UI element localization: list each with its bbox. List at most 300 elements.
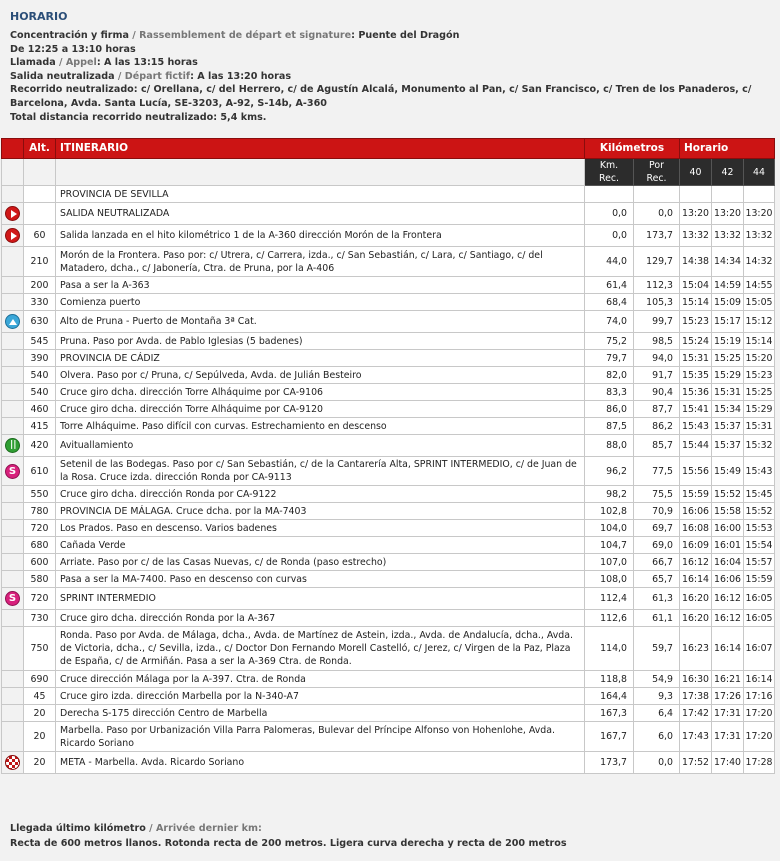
row-icon-cell [2,247,24,277]
time-44-cell: 15:53 [744,520,775,537]
time-44-cell: 15:52 [744,503,775,520]
altitude-cell: 720 [24,520,56,537]
km-traveled-cell [585,186,634,203]
row-icon-cell [2,225,24,247]
time-40-cell: 15:23 [680,311,712,333]
start-info-line [10,29,775,43]
itinerary-cell: Morón de la Frontera. Paso por: c/ Utrera, c/ Carrera, izda., c/ San Sebastián, c/ Lara, c/ Santiago, c/ del Matadero, dcha., c/ Jabonería, Ctra. de Pruna, por la A-406 [56,247,585,277]
table-row [2,588,775,610]
time-40-cell: 17:52 [680,752,712,774]
time-40-cell: 16:20 [680,610,712,627]
km-remaining-cell: 87,7 [634,401,680,418]
itinerary-cell: PROVINCIA DE MÁLAGA. Cruce dcha. por la MA-7403 [56,503,585,520]
time-42-cell: 15:37 [712,418,744,435]
time-42-cell: 15:29 [712,367,744,384]
altitude-cell: 460 [24,401,56,418]
row-icon-cell [2,705,24,722]
arrival-label: Llegada último kilómetro [10,823,146,834]
arrival-description: Recta de 600 metros llanos. Rotonda recta de 200 metros. Ligera curva derecha y recta de 200 metros [10,838,567,849]
altitude-cell: 415 [24,418,56,435]
table-row [2,671,775,688]
time-44-cell: 16:07 [744,627,775,671]
itinerary-cell: Ronda. Paso por Avda. de Málaga, dcha., Avda. de Martínez de Astein, izda., Avda. de Andalucía, dcha., Avda. de Victoria, dcha., c/ Sevilla, izda., c/ Doctor Don Fernando Morell Castelló, c/ Jerez, c/ Virgen de la Paz, Plaza de España, c/ de Armiñán. Pasa a ser la A-369 Ctra. de Ronda. [56,627,585,671]
time-42-cell: 15:17 [712,311,744,333]
km-traveled-cell: 112,4 [585,588,634,610]
altitude-cell: 20 [24,705,56,722]
row-icon-cell [2,457,24,486]
time-40-cell: 15:35 [680,367,712,384]
km-traveled-cell: 83,3 [585,384,634,401]
start-info-line [10,43,775,57]
km-remaining-cell: 65,7 [634,571,680,588]
km-traveled-cell: 0,0 [585,203,634,225]
row-icon-cell [2,418,24,435]
table-row [2,203,775,225]
itinerary-cell: Olvera. Paso por c/ Pruna, c/ Sepúlveda, Avda. de Julián Besteiro [56,367,585,384]
time-42-cell: 16:04 [712,554,744,571]
time-42-cell: 15:37 [712,435,744,457]
start-info-sep: / [55,57,66,69]
sprint-icon: S [5,464,20,479]
altitude-cell: 550 [24,486,56,503]
km-remaining-cell: 69,0 [634,537,680,554]
table-row [2,722,775,752]
sprint-icon: S [5,591,20,606]
itinerary-cell: META - Marbella. Avda. Ricardo Soriano [56,752,585,774]
altitude-cell: 20 [24,752,56,774]
km-traveled-cell: 104,0 [585,520,634,537]
mountain-icon [5,314,20,329]
altitude-cell: 780 [24,503,56,520]
time-40-cell: 16:08 [680,520,712,537]
start-info-sep: / [128,30,140,41]
km-remaining-cell: 91,7 [634,367,680,384]
time-44-cell: 17:20 [744,705,775,722]
itinerary-cell: Comienza puerto [56,294,585,311]
km-traveled-cell: 87,5 [585,418,634,435]
km-traveled-cell: 0,0 [585,225,634,247]
km-traveled-cell: 173,7 [585,752,634,774]
section-title: HORARIO [10,10,68,23]
time-44-cell: 16:14 [744,671,775,688]
km-remaining-cell: 54,9 [634,671,680,688]
time-40-cell: 15:41 [680,401,712,418]
time-42-cell: 16:21 [712,671,744,688]
final-km-info [10,821,567,851]
row-icon-cell [2,401,24,418]
icon-column-header [2,139,24,159]
time-42-cell: 15:34 [712,401,744,418]
km-traveled-cell: 79,7 [585,350,634,367]
altitude-cell [24,186,56,203]
km-traveled-header: Km. Rec. [585,159,634,186]
itinerary-cell: SALIDA NEUTRALIZADA [56,203,585,225]
time-42-cell: 16:01 [712,537,744,554]
itinerary-cell: Cruce dirección Málaga por la A-397. Ctra. de Ronda [56,671,585,688]
km-traveled-cell: 167,7 [585,722,634,752]
itinerary-cell: Pasa a ser la MA-7400. Paso en descenso con curvas [56,571,585,588]
table-row [2,627,775,671]
table-row [2,752,775,774]
time-42-cell: 13:20 [712,203,744,225]
table-row [2,705,775,722]
time-40-cell: 16:20 [680,588,712,610]
time-40-cell: 16:12 [680,554,712,571]
altitude-cell [24,203,56,225]
start-info-label2: Départ fictif [124,70,191,82]
row-icon-cell [2,752,24,774]
time-42-cell: 17:31 [712,705,744,722]
itinerary-table [1,138,775,774]
km-remaining-cell: 69,7 [634,520,680,537]
row-icon-cell [2,203,24,225]
row-icon-cell [2,671,24,688]
row-icon-cell [2,627,24,671]
time-42-cell: 15:31 [712,384,744,401]
time-42-cell: 17:31 [712,722,744,752]
km-remaining-cell: 129,7 [634,247,680,277]
km-remaining-cell: 77,5 [634,457,680,486]
itinerary-cell: Marbella. Paso por Urbanización Villa Parra Palomeras, Bulevar del Príncipe Alfonso von Hohenlohe, Avda. Ricardo Soriano [56,722,585,752]
km-remaining-cell: 6,0 [634,722,680,752]
time-40-cell: 13:20 [680,203,712,225]
time-40-cell: 15:56 [680,457,712,486]
km-traveled-cell: 86,0 [585,401,634,418]
itinerary-cell: Cruce giro dcha. dirección Torre Alháquime por CA-9120 [56,401,585,418]
table-row [2,435,775,457]
time-44-cell: 15:23 [744,367,775,384]
itinerary-cell: Pruna. Paso por Avda. de Pablo Iglesias (5 badenes) [56,333,585,350]
time-44-cell: 15:43 [744,457,775,486]
arrival-label-fr: Arrivée dernier km: [156,823,262,834]
start-info-label2: Appel [65,57,97,69]
itinerary-cell: Arriate. Paso por c/ de las Casas Nuevas, c/ de Ronda (paso estrecho) [56,554,585,571]
table-row [2,311,775,333]
time-44-cell: 16:05 [744,588,775,610]
altitude-cell: 20 [24,722,56,752]
time-40-cell: 15:59 [680,486,712,503]
time-40-cell: 13:32 [680,225,712,247]
km-remaining-cell: 0,0 [634,203,680,225]
itinerary-cell: Cruce giro dcha. dirección Torre Alháquime por CA-9106 [56,384,585,401]
row-icon-cell [2,688,24,705]
table-row [2,503,775,520]
km-remaining-cell: 112,3 [634,277,680,294]
arrival-separator: / [145,823,156,834]
km-remaining-cell: 94,0 [634,350,680,367]
km-traveled-cell: 61,4 [585,277,634,294]
time-40-cell: 14:38 [680,247,712,277]
altitude-cell: 60 [24,225,56,247]
km-remaining-cell: 75,5 [634,486,680,503]
kilometers-header: Kilómetros [585,139,680,159]
time-40-cell [680,186,712,203]
km-remaining-cell: 173,7 [634,225,680,247]
table-row [2,294,775,311]
time-42-cell: 17:40 [712,752,744,774]
time-44-cell: 15:31 [744,418,775,435]
itinerary-cell: Los Prados. Paso en descenso. Varios badenes [56,520,585,537]
row-icon-cell [2,554,24,571]
start-info-value: : A las 13:15 horas [96,57,198,69]
altitude-cell: 610 [24,457,56,486]
time-42-cell: 16:14 [712,627,744,671]
km-traveled-cell: 107,0 [585,554,634,571]
time-42-cell: 15:09 [712,294,744,311]
time-42-cell: 17:26 [712,688,744,705]
time-42-cell: 16:06 [712,571,744,588]
row-icon-cell [2,367,24,384]
time-44-cell: 15:54 [744,537,775,554]
altitude-cell: 630 [24,311,56,333]
speed-40-header: 40 [680,159,712,186]
time-44-cell: 15:32 [744,435,775,457]
table-row [2,486,775,503]
time-40-cell: 16:23 [680,627,712,671]
altitude-cell: 600 [24,554,56,571]
time-40-cell: 15:36 [680,384,712,401]
table-row [2,367,775,384]
start-info-value: : Puente del Dragón [351,30,460,41]
km-traveled-cell: 88,0 [585,435,634,457]
time-40-cell: 17:42 [680,705,712,722]
start-info-value: : A las 13:20 horas [190,70,292,82]
table-row [2,186,775,203]
km-traveled-cell: 68,4 [585,294,634,311]
time-44-cell: 16:05 [744,610,775,627]
time-44-cell: 13:32 [744,225,775,247]
start-info-line [10,70,775,84]
km-remaining-cell: 86,2 [634,418,680,435]
time-44-cell: 15:57 [744,554,775,571]
itinerary-cell: Torre Alháquime. Paso difícil con curvas. Estrechamiento en descenso [56,418,585,435]
time-42-cell: 14:59 [712,277,744,294]
table-row [2,225,775,247]
altitude-cell: 390 [24,350,56,367]
km-remaining-header: Por Rec. [634,159,680,186]
start-info-label: Recorrido neutralizado: c/ Orellana, c/ del Herrero, c/ de Agustín Alcalá, Monumento al Pan, c/ San Francisco, c/ Tren de los Panaderos, c/ Barcelona, Avda. Santa Lucía, SE-3203, A-92, S-14b, A-360 [10,84,752,109]
altitude-cell: 330 [24,294,56,311]
time-44-cell: 15:14 [744,333,775,350]
itinerary-cell: Cañada Verde [56,537,585,554]
km-remaining-cell: 0,0 [634,752,680,774]
time-44-cell: 15:45 [744,486,775,503]
km-traveled-cell: 167,3 [585,705,634,722]
time-42-cell: 15:52 [712,486,744,503]
time-40-cell: 17:38 [680,688,712,705]
time-40-cell: 16:30 [680,671,712,688]
table-row [2,418,775,435]
itinerary-cell: Avituallamiento [56,435,585,457]
km-traveled-cell: 75,2 [585,333,634,350]
itinerary-cell: Cruce giro dcha. dirección Ronda por CA-9122 [56,486,585,503]
table-row [2,277,775,294]
km-remaining-cell: 98,5 [634,333,680,350]
row-icon-cell [2,311,24,333]
altitude-cell: 545 [24,333,56,350]
time-42-cell: 15:58 [712,503,744,520]
altitude-cell: 540 [24,367,56,384]
row-icon-cell [2,722,24,752]
time-42-cell: 16:00 [712,520,744,537]
table-row [2,333,775,350]
start-info-label2: Rassemblement de départ et signature [139,30,352,41]
time-44-cell: 14:55 [744,277,775,294]
time-44-cell: 15:20 [744,350,775,367]
km-traveled-cell: 164,4 [585,688,634,705]
time-44-cell: 13:20 [744,203,775,225]
itinerary-cell: SPRINT INTERMEDIO [56,588,585,610]
altitude-cell: 420 [24,435,56,457]
time-42-cell: 16:12 [712,588,744,610]
itinerary-cell: Cruce giro izda. dirección Marbella por la N-340-A7 [56,688,585,705]
km-remaining-cell [634,186,680,203]
km-remaining-cell: 105,3 [634,294,680,311]
itinerary-cell: Cruce giro dcha. dirección Ronda por la A-367 [56,610,585,627]
time-40-cell: 15:44 [680,435,712,457]
itinerary-cell: Alto de Pruna - Puerto de Montaña 3ª Cat. [56,311,585,333]
altitude-cell: 540 [24,384,56,401]
start-info-label: Total distancia recorrido neutralizado: 5,4 kms. [10,111,267,123]
km-traveled-cell: 96,2 [585,457,634,486]
km-remaining-cell: 66,7 [634,554,680,571]
time-44-cell: 17:28 [744,752,775,774]
speed-44-header: 44 [744,159,775,186]
row-icon-cell [2,588,24,610]
km-traveled-cell: 104,7 [585,537,634,554]
row-icon-cell [2,537,24,554]
start-flag-icon [5,206,20,221]
time-40-cell: 15:04 [680,277,712,294]
row-icon-cell [2,486,24,503]
table-row [2,688,775,705]
time-40-cell: 17:43 [680,722,712,752]
start-info-line [10,83,775,110]
table-row [2,350,775,367]
time-40-cell: 15:31 [680,350,712,367]
row-icon-cell [2,610,24,627]
altitude-cell: 210 [24,247,56,277]
start-info-line [10,111,775,125]
time-42-cell: 15:25 [712,350,744,367]
speed-42-header: 42 [712,159,744,186]
schedule-header: Horario [680,139,775,159]
altitude-cell: 45 [24,688,56,705]
km-traveled-cell: 98,2 [585,486,634,503]
km-remaining-cell: 61,1 [634,610,680,627]
start-info [10,29,775,124]
row-icon-cell [2,571,24,588]
time-42-cell: 13:32 [712,225,744,247]
time-42-cell: 14:34 [712,247,744,277]
table-row [2,384,775,401]
time-44-cell: 17:20 [744,722,775,752]
start-info-label: Salida neutralizada [10,70,115,82]
itinerary-cell: Setenil de las Bodegas. Paso por c/ San Sebastián, c/ de la Cantarería Alta, SPRINT INTERMEDIO, c/ de Juan de la Rosa. Cruce izda. dirección Ronda por CA-9113 [56,457,585,486]
time-42-cell: 15:49 [712,457,744,486]
time-42-cell: 15:19 [712,333,744,350]
row-icon-cell [2,294,24,311]
altitude-cell: 200 [24,277,56,294]
row-icon-cell [2,186,24,203]
time-44-cell: 17:16 [744,688,775,705]
feed-zone-icon [5,438,20,453]
time-44-cell: 15:29 [744,401,775,418]
altitude-cell: 580 [24,571,56,588]
km-remaining-cell: 99,7 [634,311,680,333]
time-44-cell [744,186,775,203]
start-info-label: Concentración y firma [10,30,129,41]
start-info-sep: / [114,70,125,82]
time-40-cell: 16:06 [680,503,712,520]
altitude-cell: 690 [24,671,56,688]
row-icon-cell [2,277,24,294]
finish-icon [5,755,20,770]
time-44-cell: 14:32 [744,247,775,277]
km-traveled-cell: 108,0 [585,571,634,588]
km-remaining-cell: 85,7 [634,435,680,457]
row-icon-cell [2,435,24,457]
altitude-cell: 730 [24,610,56,627]
km-remaining-cell: 6,4 [634,705,680,722]
time-42-cell: 16:12 [712,610,744,627]
itinerary-cell: Pasa a ser la A-363 [56,277,585,294]
row-icon-cell [2,503,24,520]
time-44-cell: 15:05 [744,294,775,311]
time-40-cell: 15:14 [680,294,712,311]
itinerary-cell: Salida lanzada en el hito kilométrico 1 de la A-360 dirección Morón de la Frontera [56,225,585,247]
row-icon-cell [2,520,24,537]
itinerary-cell: PROVINCIA DE SEVILLA [56,186,585,203]
row-icon-cell [2,333,24,350]
start-info-label: Llamada [10,57,56,69]
altitude-cell: 720 [24,588,56,610]
km-remaining-cell: 61,3 [634,588,680,610]
km-traveled-cell: 74,0 [585,311,634,333]
table-row [2,520,775,537]
km-remaining-cell: 59,7 [634,627,680,671]
km-traveled-cell: 82,0 [585,367,634,384]
altitude-cell: 680 [24,537,56,554]
km-traveled-cell: 44,0 [585,247,634,277]
time-40-cell: 15:43 [680,418,712,435]
km-traveled-cell: 114,0 [585,627,634,671]
table-row [2,401,775,418]
itinerary-header: ITINERARIO [56,139,585,159]
time-42-cell [712,186,744,203]
table-row [2,537,775,554]
row-icon-cell [2,350,24,367]
time-40-cell: 16:09 [680,537,712,554]
start-info-line [10,56,775,70]
time-44-cell: 15:25 [744,384,775,401]
table-row [2,247,775,277]
table-row [2,457,775,486]
start-info-label: De 12:25 a 13:10 horas [10,43,136,55]
km-remaining-cell: 9,3 [634,688,680,705]
km-remaining-cell: 90,4 [634,384,680,401]
km-traveled-cell: 102,8 [585,503,634,520]
altitude-header: Alt. [24,139,56,159]
altitude-cell: 750 [24,627,56,671]
time-40-cell: 15:24 [680,333,712,350]
table-row [2,571,775,588]
table-row [2,554,775,571]
km-traveled-cell: 112,6 [585,610,634,627]
itinerary-cell: Derecha S-175 dirección Centro de Marbella [56,705,585,722]
time-44-cell: 15:59 [744,571,775,588]
km-traveled-cell: 118,8 [585,671,634,688]
